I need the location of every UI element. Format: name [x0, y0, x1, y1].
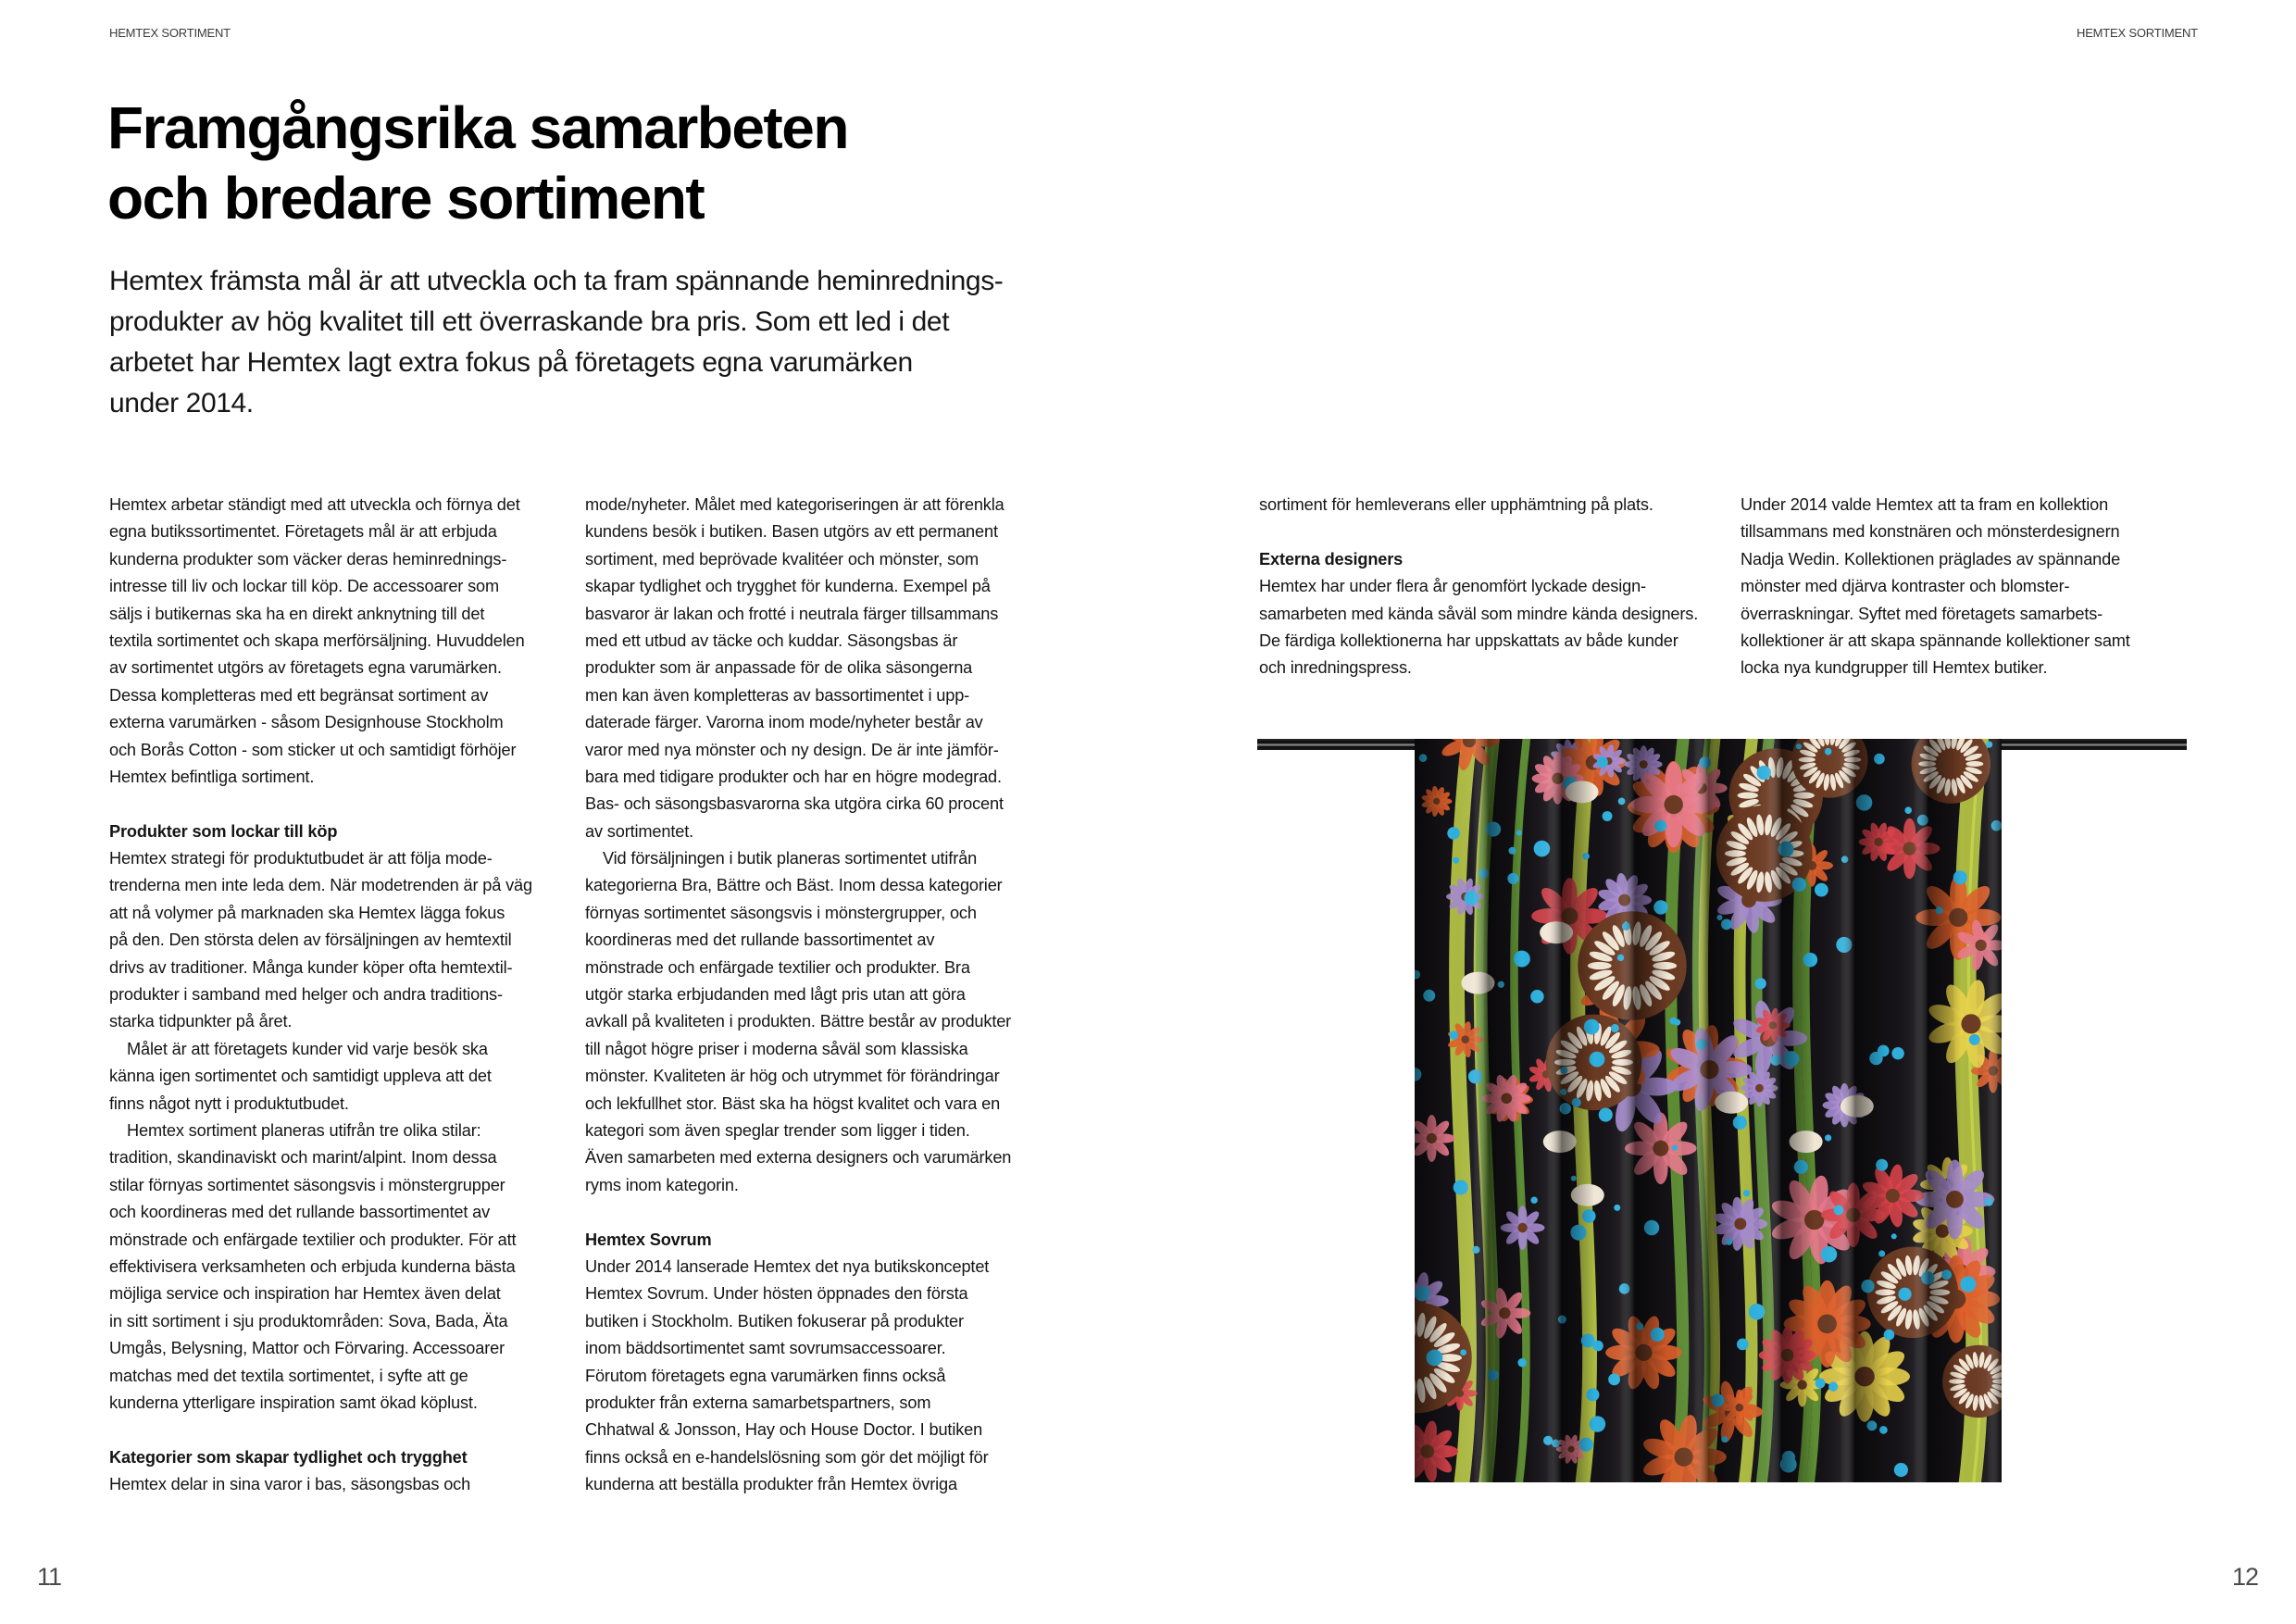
- text-line: av sortimentet utgörs av företagets egna varumärken.: [109, 658, 502, 678]
- text-line: externa varumärken - såsom Designhouse Stockholm: [109, 713, 504, 732]
- text-line: Vid försäljningen i butik planeras sortimentet utifrån: [603, 849, 978, 868]
- paragraph: [109, 1471, 591, 1498]
- text-line: Även samarbeten med externa designers och varumärken: [585, 1148, 1012, 1168]
- text-line: stilar förnyas sortimentet säsongsvis i mönstergrupper: [109, 1175, 505, 1194]
- text-line: finns också en e-handelslösning som gör det möjligt för: [585, 1447, 989, 1467]
- text-line: inom bäddsortimentet samt sovrumsaccessoarer.: [585, 1339, 946, 1358]
- text-line: produkter som är anpassade för de olika säsongerna: [585, 658, 973, 678]
- section-heading: Externa designers: [1259, 549, 1404, 568]
- text-line: och Borås Cotton - som sticker ut och samtidigt förhöjer: [109, 740, 517, 759]
- text-line: Hemtex sortiment planeras utifrån tre olika stilar:: [127, 1120, 481, 1140]
- text-line: Hemtex strategi för produktutbudet är att följa mode-: [109, 849, 493, 868]
- paragraph-gap: [585, 1199, 1067, 1226]
- paragraph-gap: [109, 1417, 591, 1443]
- paragraph: [585, 492, 1067, 845]
- section-heading: Kategorier som skapar tydlighet och trygghet: [109, 1447, 468, 1467]
- text-line: Umgås, Belysning, Mattor och Förvaring. Accessoarer: [109, 1339, 505, 1358]
- text-line: kollektioner är att skapa spännande kollektioner samt: [1741, 631, 2130, 650]
- paragraph-gap: [109, 791, 591, 818]
- text-line: trenderna men inte leda dem. När modetrenden är på väg: [109, 876, 532, 895]
- text-line: finns något nytt i produktutbudet.: [109, 1093, 349, 1113]
- text-line: överraskningar. Syftet med företagets samarbets-: [1741, 604, 2103, 623]
- curtain-fold: [1415, 739, 1488, 1482]
- text-line: kunderna att beställa produkter från Hemtex övriga: [585, 1475, 957, 1494]
- text-line: Hemtex delar in sina varor i bas, säsongsbas och: [109, 1475, 471, 1494]
- text-line: Bas- och säsongsbasvarorna ska utgöra cirka 60 procent: [585, 794, 1004, 814]
- text-line: mönstrade och enfärgade textilier och produkter. För att: [109, 1230, 517, 1249]
- curtain-fold: [1488, 739, 1561, 1482]
- lead-line: under 2014.: [109, 388, 254, 418]
- text-line: men kan även kompletteras av bassortimentet i upp-: [585, 685, 970, 705]
- text-line: av sortimentet.: [585, 821, 694, 841]
- paragraph-gap: [1259, 518, 1741, 545]
- lead-line: produkter av hög kvalitet till ett överraskande bra pris. Som ett led i det: [109, 306, 950, 337]
- paragraph: [1259, 492, 1741, 518]
- curtain-fold: [1635, 739, 1708, 1482]
- page-title: [107, 93, 848, 233]
- text-line: koordineras med det rullande bassortimentet av: [585, 931, 935, 950]
- curtain-fabric: [1361, 731, 2015, 1491]
- text-line: och koordineras med det rullande bassortimentet av: [109, 1203, 491, 1222]
- text-line: och lekfullhet stor. Bäst ska ha högst kvalitet och vara en: [585, 1093, 1001, 1113]
- curtain-fold: [1928, 739, 2002, 1482]
- text-line: Förutom företagets egna varumärken finns också: [585, 1366, 946, 1385]
- text-line: Under 2014 lanserade Hemtex det nya butikskonceptet: [585, 1256, 990, 1276]
- text-line: kunderna produkter som väcker deras heminrednings-: [109, 549, 507, 568]
- text-line: att nå volymer på marknaden ska Hemtex lägga fokus: [109, 903, 505, 922]
- text-line: tradition, skandinaviskt och marint/alpint. Inom dessa: [109, 1148, 497, 1168]
- text-line: daterade färger. Varorna inom mode/nyheter består av: [585, 713, 983, 732]
- section-heading: Produkter som lockar till köp: [109, 821, 338, 841]
- text-line: textila sortimentet och skapa merförsäljning. Huvuddelen: [109, 631, 525, 650]
- text-line: till något högre priser i moderna såväl som klassiska: [585, 1039, 968, 1058]
- text-line: in sitt sortiment i sju produktområden: Sova, Bada, Äta: [109, 1311, 508, 1330]
- text-line: De färdiga kollektionerna har uppskattats av både kunder: [1259, 631, 1678, 650]
- text-line: känna igen sortimentet och samtidigt uppleva att det: [109, 1067, 492, 1086]
- curtain-fold: [1855, 739, 1928, 1482]
- text-line: mönstrade och enfärgade textilier och produkter. Bra: [585, 957, 970, 977]
- text-line: kundens besök i butiken. Basen utgörs av ett permanent: [585, 522, 998, 542]
- text-line: Hemtex Sovrum. Under hösten öppnades den första: [585, 1284, 968, 1304]
- text-line: skapar tydlighet och trygghet för kunderna. Exempel på: [585, 577, 991, 596]
- text-line: på den. Den största delen av försäljningen av hemtextil: [109, 931, 512, 950]
- text-line: intresse till liv och lockar till köp. De accessoarer som: [109, 577, 500, 596]
- text-line: ryms inom kategorin.: [585, 1175, 739, 1194]
- text-line: och inredningspress.: [1259, 658, 1412, 678]
- text-line: säljs i butikernas ska ha en direkt anknytning till det: [109, 604, 485, 623]
- section-heading: Hemtex Sovrum: [585, 1230, 712, 1249]
- text-line: tillsammans med konstnären och mönsterdesignern: [1741, 522, 2120, 542]
- paragraph: [1259, 573, 1741, 682]
- text-line: sortiment, med beprövade kvalitéer och mönster, som: [585, 549, 980, 568]
- text-line: basvaror är lakan och frotté i neutrala färger tillsammans: [585, 604, 999, 623]
- running-head-left: HEMTEX SORTIMENT: [109, 26, 231, 40]
- text-line: mode/nyheter. Målet med kategoriseringen är att förenkla: [585, 495, 1004, 514]
- text-line: förnyas sortimentet säsongsvis i mönstergrupper, och: [585, 903, 977, 922]
- text-line: produkter från externa samarbetspartners, som: [585, 1393, 931, 1412]
- title-line: Framgångsrika samarbeten: [107, 94, 848, 161]
- curtain-fold: [1781, 739, 1854, 1482]
- text-line: kategori som även speglar trender som ligger i tiden.: [585, 1120, 970, 1140]
- body-column-2: [585, 492, 1067, 1498]
- text-line: starka tidpunkter på året.: [109, 1012, 293, 1031]
- text-line: Målet är att företagets kunder vid varje besök ska: [127, 1039, 488, 1058]
- text-line: matchas med det textila sortimentet, i syfte att ge: [109, 1366, 468, 1385]
- text-line: avkall på kvaliteten i produkten. Bättre består av produkter: [585, 1012, 1012, 1031]
- body-column-1: [109, 492, 591, 1498]
- curtain-photo: [1257, 731, 2187, 1491]
- text-line: Chhatwal & Jonsson, Hay och House Doctor. I butiken: [585, 1420, 983, 1440]
- text-line: Nadja Wedin. Kollektionen präglades av spännande: [1741, 549, 2121, 568]
- lead-line: arbetet har Hemtex lagt extra fokus på företagets egna varumärken: [109, 347, 913, 378]
- text-line: locka nya kundgrupper till Hemtex butiker.: [1741, 658, 2048, 678]
- paragraph: [109, 1036, 591, 1118]
- text-line: möjliga service och inspiration har Hemtex även delat: [109, 1284, 501, 1304]
- text-line: kategorierna Bra, Bättre och Bäst. Inom dessa kategorier: [585, 876, 1003, 895]
- paragraph: [1741, 492, 2222, 682]
- curtain-fold: [1708, 739, 1781, 1482]
- text-line: Dessa kompletteras med ett begränsat sortiment av: [109, 685, 489, 705]
- running-head-right: HEMTEX SORTIMENT: [2077, 26, 2198, 40]
- text-line: med ett utbud av täcke och kuddar. Säsongsbas är: [585, 631, 958, 650]
- text-line: drivs av traditioner. Många kunder köper ofta hemtextil-: [109, 957, 513, 977]
- title-line: och bredare sortiment: [107, 165, 705, 231]
- page-number-right: 12: [2232, 1563, 2259, 1591]
- text-line: mönster. Kvaliteten är hög och utrymmet för förändringar: [585, 1067, 1000, 1086]
- text-line: sortiment för hemleverans eller upphämtning på plats.: [1259, 495, 1653, 514]
- text-line: egna butikssortimentet. Företagets mål är att erbjuda: [109, 522, 497, 542]
- text-line: Hemtex arbetar ständigt med att utveckla och förnya det: [109, 495, 520, 514]
- paragraph: [585, 1254, 1067, 1499]
- curtain-fold: [1562, 739, 1635, 1482]
- lead-paragraph: [109, 261, 1109, 424]
- text-line: kunderna ytterligare inspiration samt ökad köplust.: [109, 1393, 478, 1412]
- paragraph: [585, 845, 1067, 1199]
- text-line: mönster med djärva kontraster och blomster-: [1741, 577, 2070, 596]
- text-line: bara med tidigare produkter och har en högre modegrad.: [585, 767, 1002, 786]
- text-line: samarbeten med kända såväl som mindre kända designers.: [1259, 604, 1699, 623]
- page-number-left: 11: [37, 1563, 62, 1591]
- text-line: butiken i Stockholm. Butiken fokuserar på produkter: [585, 1311, 964, 1330]
- text-line: Under 2014 valde Hemtex att ta fram en kollektion: [1741, 495, 2109, 514]
- paragraph: [109, 1118, 591, 1417]
- text-line: varor med nya mönster och ny design. De är inte jämför-: [585, 740, 999, 759]
- text-line: Hemtex har under flera år genomfört lyckade design-: [1259, 577, 1646, 596]
- lead-line: Hemtex främsta mål är att utveckla och ta fram spännande heminrednings-: [109, 266, 1004, 296]
- text-line: Hemtex befintliga sortiment.: [109, 767, 315, 786]
- text-line: effektivisera verksamheten och erbjuda kunderna bästa: [109, 1256, 516, 1276]
- paragraph: [109, 492, 591, 791]
- body-column-3: [1259, 492, 1741, 682]
- text-line: utgör starka erbjudanden med lågt pris utan att göra: [585, 985, 966, 1005]
- paragraph: [109, 845, 591, 1036]
- text-line: produkter i samband med helger och andra traditions-: [109, 985, 503, 1005]
- body-column-4: [1741, 492, 2222, 682]
